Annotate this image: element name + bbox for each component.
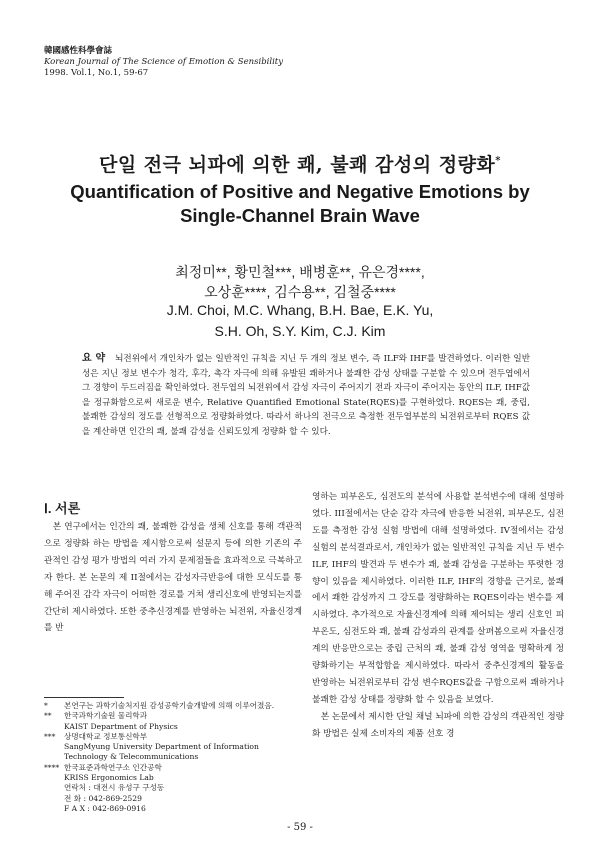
journal-name-english: Korean Journal of The Science of Emotion & Sensibility bbox=[44, 57, 284, 67]
footnote-3 bbox=[44, 732, 304, 742]
title-english bbox=[0, 180, 600, 228]
section-heading: Ⅰ. 서론 bbox=[44, 501, 81, 516]
abstract-label: 요 약 bbox=[82, 353, 106, 364]
footnote-text: 연락처 : 대전시 유성구 구성동 bbox=[64, 783, 165, 793]
journal-name-korean: 韓國感性科學會誌 bbox=[44, 46, 113, 56]
footnotes bbox=[44, 701, 304, 814]
footnote-text: SangMyung University Department of Information bbox=[64, 742, 259, 752]
footnote-text: KAIST Department of Physics bbox=[64, 721, 178, 731]
right-paragraph-1: 영하는 피부온도, 심전도의 분석에 사용할 분석변수에 대해 설명하였다. III절에서는 단순 감각 자극에 반응한 뇌전위, 피부온도, 심전도를 측정한 감성 실험 방법에 대해 설명하였다. IV절에서는 감성 실험의 분석결과로서, 개인차가 없는 일반적인 규칙을 지닌 두 변수ILF, IHF의 발견과 두 변수가 쾌, 불쾌 감성을 구분하는 뚜렷한 경향이 있음을 제시하였다. 이러한 ILF, IHF의 경향을 근거로, 불쾌에서 쾌한 감성까지 그 강도를 정량화하는 RQES이라는 변수를 제시하였다. 추가적으로 자율신경계에 의해 제어되는 생리 신호인 피부온도, 심전도와 쾌, 불쾌 감성과의 관계를 살펴봄으로써 자율신경계의 반응만으로는 중립 근처의 쾌, 불쾌 감성 영역을 명확하게 정량화하기는 부적합함을 제시하였다. 따라서 중추신경계의 활동을 반영하는 뇌전위로부터 감성 변수RQES값을 구함으로써 쾌하거나 불쾌한 감성 상태를 정량화 할 수 있음을 보였다. bbox=[312, 492, 564, 705]
footnote-mark: ** bbox=[44, 711, 52, 721]
authors-english-line1: J.M. Choi, M.C. Whang, B.H. Bae, E.K. Yu, bbox=[166, 302, 434, 318]
title-korean-text: 단일 전극 뇌파에 의한 쾌, 불쾌 감성의 정량화 bbox=[98, 154, 496, 176]
footnote-2 bbox=[44, 711, 304, 721]
page-number: - 59 - bbox=[287, 822, 313, 833]
right-column bbox=[312, 489, 564, 743]
abstract bbox=[82, 352, 530, 440]
authors-korean-line1: 최정미**, 황민철***, 배병훈**, 유은경****, bbox=[175, 264, 425, 280]
footnote-1 bbox=[44, 701, 304, 711]
footnote-text: 한국표준과학연구소 인간공학 bbox=[64, 762, 162, 772]
authors-english-line2: S.H. Oh, S.Y. Kim, C.J. Kim bbox=[214, 323, 386, 339]
footnote-text: Technology & Telecommunications bbox=[64, 752, 199, 762]
footnote-text: KRISS Ergonomics Lab bbox=[64, 773, 154, 783]
footnote-mark: **** bbox=[44, 762, 60, 772]
title-english-line2: Single-Channel Brain Wave bbox=[180, 205, 420, 226]
footnote-mark: * bbox=[44, 701, 48, 710]
footnote-text: 한국과학기술원 물리학과 bbox=[64, 711, 148, 721]
title-english-line1: Quantification of Positive and Negative Emotions by bbox=[70, 181, 530, 202]
left-column bbox=[44, 519, 302, 637]
footnote-text: 전 화 : 042-869-2529 bbox=[64, 793, 142, 803]
footnote-text: F A X : 042-869-0916 bbox=[64, 803, 146, 813]
footnote-4 bbox=[44, 763, 304, 773]
title-footnote-mark: * bbox=[495, 155, 502, 167]
title-korean bbox=[0, 150, 600, 177]
abstract-text: 뇌전위에서 개인차가 없는 일반적인 규칙을 지닌 두 개의 정보 변수, 즉 ILF와 IHF를 발견하였다. 이러한 일반성은 지닌 정보 변수가 청각, 후각, 촉각 자극에 의해 유발된 쾌하거나 불쾌한 감성 상태를 구분할 수 있으며 전두엽에서 그 경향이 두드러짐을 확인하였다. 전두엽의 뇌전위에서 감성 자극이 주어지기 전과 자극이 주어지는 동안의 ILF, IHF값을 정규화함으로써 새로운 변수, Relative Quantified Emotional State(RQES)를 구현하였다. RQES는 쾌, 중립, 불쾌한 감성의 정도를 선형적으로 정량화하였다. 따라서 하나의 전극으로 측정한 전두엽부분의 뇌전위로부터 RQES 값을 계산하면 인간의 쾌, 불쾌 감성을 신뢰도있게 정량화 할 수 있다. bbox=[82, 354, 530, 437]
footnote-rule bbox=[44, 697, 124, 698]
footnote-text: 상명대학교 정보통신학부 bbox=[64, 731, 148, 741]
journal-volume: 1998. Vol.1, No.1, 59-67 bbox=[44, 68, 149, 78]
left-paragraph: 본 연구에서는 인간의 쾌, 불쾌한 감성을 생체 신호를 통해 객관적으로 정량화 하는 방법을 제시함으로써 설문지 등에 의한 기존의 주관적인 감성 평가 방법의 여러 가지 문제점들을 효과적으로 극복하고자 한다. 본 논문의 제 II절에서는 감성자극반응에 대한 모식도를 통해 주어진 감각 자극이 어떠한 경로를 거쳐 생리신호에 반영되는지를 간단히 제시하였다. 또한 중추신경계를 반영하는 뇌전위, 자율신경계를 반 bbox=[44, 522, 302, 634]
footnote-mark: *** bbox=[44, 731, 56, 741]
footnote-text: 본연구는 과학기술처지원 감성공학기술개발에 의해 이루어졌음. bbox=[64, 701, 275, 710]
journal-header bbox=[44, 46, 283, 79]
right-paragraph-2: 본 논문에서 제시한 단일 채널 뇌파에 의한 감성의 객관적인 정량화 방법은 실제 소비자의 제품 선호 경 bbox=[312, 711, 564, 739]
authors-korean-line2: 오상훈****, 김수용**, 김철중**** bbox=[204, 284, 396, 300]
